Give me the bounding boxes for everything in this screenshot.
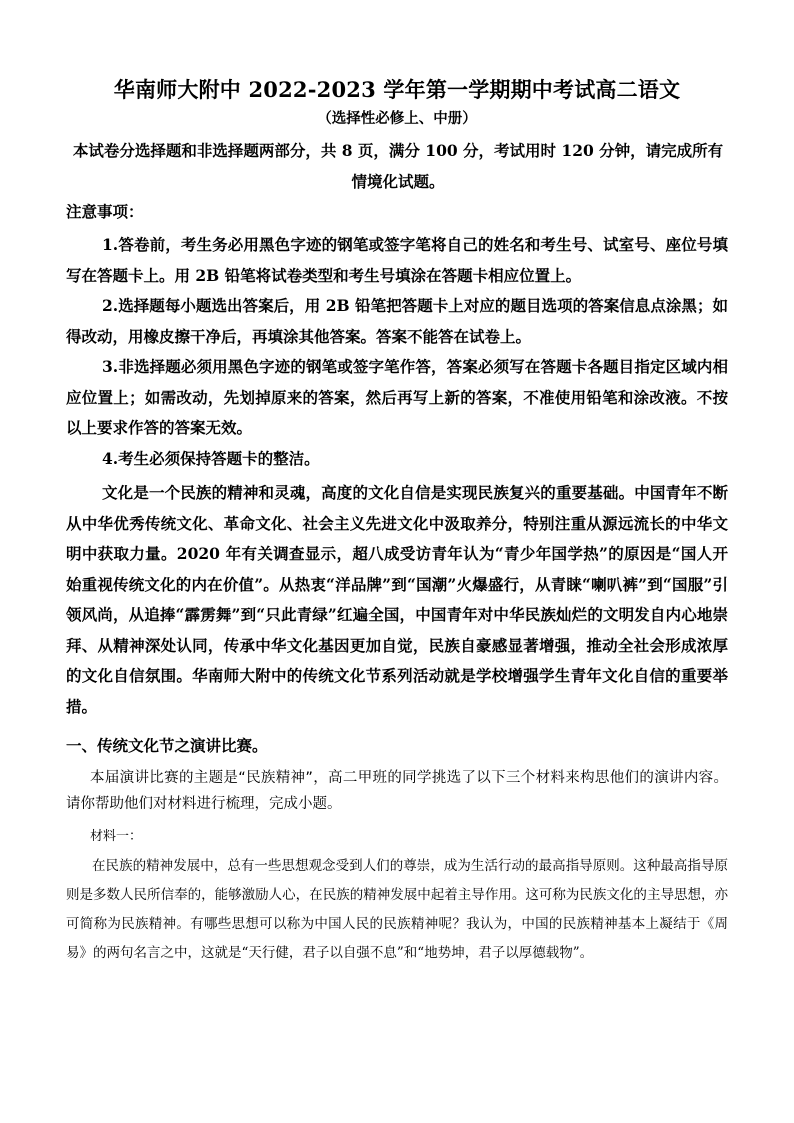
background-paragraph: 文化是一个民族的精神和灵魂，高度的文化自信是实现民族复兴的重要基础。中国青年不断从中华优秀传统文化、革命文化、社会主义先进文化中汲取养分，特别注重从源远流长的中华文明中获取力量。2020 年有关调查显示，超八成受访青年认为“青少年国学热”的原因是“国人开始重视传统文化的内在价值”。从热衷“洋品牌”到“国潮”火爆盛行，从青睐“喇叭裤”到“国服”引领风尚，从追捧“霹雳舞”到“只此青绿”红遍全国，中国青年对中华民族灿烂的文明发自内心地崇拜、从精神深处认同，传承中华文化基因更加自觉，民族自豪感显著增强，推动全社会形成浓厚的文化自信氛围。华南师大附中的传统文化节系列活动就是学校增强学生青年文化自信的重要举措。 (66, 483, 728, 716)
material-text: 在民族的精神发展中，总有一些思想观念受到人们的尊崇，成为生活行动的最高指导原则。这种最高指导原则是多数人民所信奉的，能够激励人心，在民族的精神发展中起着主导作用。这可称为民族文化的主导思想，亦可简称为民族精神。有哪些思想可以称为中国人民的民族精神呢？我认为，中国的民族精神基本上凝结于《周易》的两句名言之中，这就是“天行健，君子以自强不息”和“地势坤，君子以厚德载物”。 (66, 858, 728, 961)
notice-item: 1.答卷前，考生务必用黑色字迹的钢笔或签字笔将自己的姓名和考生号、试室号、座位号填写在答题卡上。用 2B 铅笔将试卷类型和考生号填涂在答题卡相应位置上。 (66, 235, 728, 285)
exam-subtitle: （选择性必修上、中册） (317, 110, 477, 127)
material-label: 材料一： (90, 829, 143, 844)
section-heading: 一、传统文化节之演讲比赛。 (66, 736, 268, 755)
exam-title: 华南师大附中 2022-2023 学年第一学期期中考试高二语文 (113, 77, 681, 102)
notice-item: 4.考生必须保持答题卡的整洁。 (102, 448, 320, 468)
notice-item: 3.非选择题必须用黑色字迹的钢笔或签字笔作答，答案必须写在答题卡各题目指定区域内相应位置上；如需改动，先划掉原来的答案，然后再写上新的答案，不准使用铅笔和涂改液。不按以上要求作答的答案无效。 (66, 357, 728, 437)
exam-intro: 本试卷分选择题和非选择题两部分，共 8 页，满分 100 分，考试用时 120 分钟，请完成所有情境化试题。 (72, 141, 724, 191)
notice-heading: 注意事项： (66, 202, 144, 221)
notice-item: 2.选择题每小题选出答案后，用 2B 铅笔把答题卡上对应的题目选项的答案信息点涂黑；如得改动，用橡皮擦干净后，再填涂其他答案。答案不能答在试卷上。 (66, 296, 728, 346)
notice-list (66, 230, 728, 474)
task-instruction: 本届演讲比赛的主题是“民族精神”，高二甲班的同学挑选了以下三个材料来构思他们的演讲内容。请你帮助他们对材料进行梳理，完成小题。 (66, 770, 728, 812)
